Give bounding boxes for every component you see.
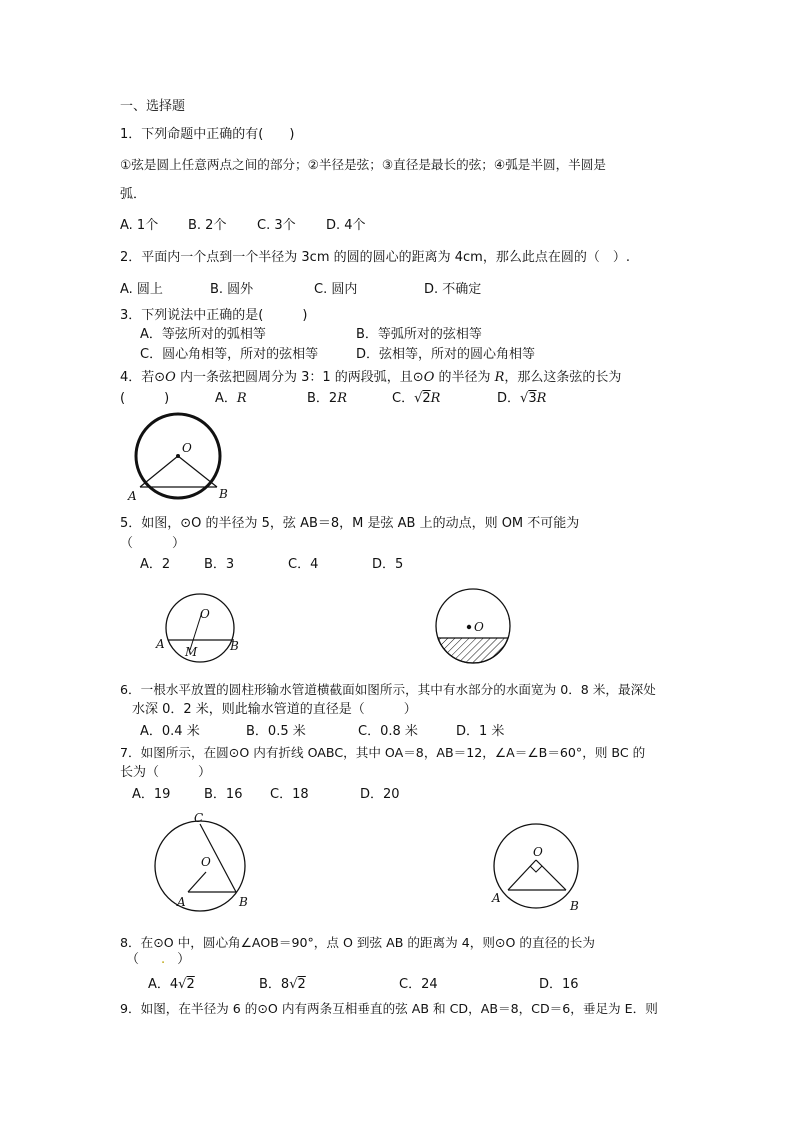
- q5-figure: [154, 590, 264, 670]
- q7-option-a: A．19: [132, 787, 171, 802]
- q5-stem: 5．如图，⊙O 的半径为 5，弦 AB＝8，M 是弦 AB 上的动点，则 OM 不可能为: [120, 516, 580, 531]
- q4-var-r: R: [494, 370, 505, 385]
- sqrt-icon: √: [178, 977, 187, 992]
- q8-paren-open: （: [126, 952, 140, 967]
- q5-label-b: B: [230, 639, 239, 653]
- q1-option-d: D. 4个: [326, 218, 366, 233]
- q6-option-b: B．0.5 米: [246, 724, 306, 739]
- q4-option-c: [392, 390, 440, 408]
- q9-line1: 9．如图，在半径为 6 的⊙O 内有两条互相垂直的弦 AB 和 CD，AB＝8，CD＝6，垂足为 E．则: [120, 1001, 658, 1016]
- q8-paren: [126, 951, 190, 969]
- q2-option-b: B. 圆外: [210, 282, 254, 297]
- q5-label-a: A: [156, 637, 165, 651]
- q8-label-b: B: [570, 899, 579, 913]
- q8-option-d: D．16: [539, 977, 579, 992]
- q5-label-m: M: [185, 645, 198, 659]
- section-title: 一、选择题: [120, 99, 186, 114]
- q2-option-d: D. 不确定: [424, 282, 482, 297]
- q6-line1: 6．一根水平放置的圆柱形输水管道横截面如图所示，其中有水部分的水面宽为 0．8 米，最深处: [120, 682, 656, 697]
- q8-label-o: O: [533, 845, 543, 859]
- q5-circle: [166, 594, 234, 662]
- q8-option-b: [259, 976, 306, 994]
- q5-paren: （ ）: [120, 536, 186, 551]
- q1-line3: 弧．: [120, 187, 147, 202]
- q5-label-o: O: [200, 607, 210, 621]
- q8-answer-dot: .: [161, 952, 166, 967]
- q8-option-b-label: B．8: [259, 977, 290, 992]
- q8-option-a: [148, 976, 195, 994]
- q4-center-dot: [176, 454, 180, 458]
- q4-option-d: [497, 390, 546, 408]
- q7-option-b: B．16: [204, 787, 243, 802]
- q6-option-a: A．0.4 米: [140, 724, 200, 739]
- q8-option-c: C．24: [399, 977, 438, 992]
- q6-figure: [432, 590, 522, 670]
- q3-option-b: B．等弧所对的弦相等: [356, 327, 482, 342]
- q2-option-a: A. 圆上: [120, 282, 163, 297]
- q4-paren: ( ): [120, 391, 170, 406]
- q4-option-d-var: R: [536, 391, 547, 406]
- sqrt-icon: √: [414, 391, 423, 406]
- q3-option-c: C．圆心角相等，所对的弦相等: [140, 347, 319, 362]
- q7-line2: 长为（ ）: [120, 765, 212, 780]
- q4-option-a-label: A．: [215, 391, 237, 406]
- q8-right-angle-mark: [530, 866, 542, 872]
- q6-center-dot: [467, 625, 471, 629]
- q5-option-a: A．2: [140, 557, 171, 572]
- q4-option-c-label: C．: [392, 391, 415, 406]
- q4-label-o: O: [182, 441, 192, 455]
- q8-option-a-label: A．4: [148, 977, 179, 992]
- q4-stem: [120, 369, 621, 387]
- q8-label-a: A: [492, 891, 501, 905]
- q4-option-c-var: R: [430, 391, 441, 406]
- q4-label-a: A: [128, 489, 137, 503]
- sqrt-icon: √: [289, 977, 298, 992]
- q7-option-d: D．20: [360, 787, 400, 802]
- q4-option-b: [307, 390, 347, 408]
- q4-radius-oa: [140, 456, 178, 487]
- q7-option-c: C．18: [270, 787, 309, 802]
- q8-radius-oa: [508, 860, 536, 890]
- q7-label-c: C: [194, 811, 204, 825]
- q3-stem: 3．下列说法中正确的是( ): [120, 308, 308, 323]
- q8-paren-close: ）: [177, 952, 191, 967]
- q6-option-d: D．1 米: [456, 724, 505, 739]
- q6-line2: 水深 0．2 米，则此输水管道的直径是（ ）: [132, 702, 417, 717]
- q4-option-a-value: R: [236, 391, 247, 406]
- q5-option-b: B．3: [204, 557, 235, 572]
- q4-label-b: B: [219, 487, 228, 501]
- q7-segment-oa: [188, 872, 206, 892]
- q3-option-d: D．弦相等，所对的圆心角相等: [356, 347, 536, 362]
- q4-stem-c: 的半径为: [434, 370, 495, 385]
- q7-label-b: B: [239, 895, 248, 909]
- q1-stem: 1．下列命题中正确的有( ): [120, 127, 295, 142]
- q4-option-d-radicand: 3: [528, 391, 537, 406]
- q4-option-d-label: D．: [497, 391, 521, 406]
- q1-option-b: B. 2个: [188, 218, 227, 233]
- q4-radius-ob: [178, 456, 217, 487]
- q2-option-c: C. 圆内: [314, 282, 358, 297]
- q5-option-c: C．4: [288, 557, 319, 572]
- q4-stem-a: 4．若⊙: [120, 370, 166, 385]
- q4-stem-b: 内一条弦把圆周分为 3：1 的两段弧，且⊙: [175, 370, 424, 385]
- q8-circle: [494, 824, 578, 908]
- q4-option-c-radicand: 2: [422, 391, 431, 406]
- q4-option-b-label: B．2: [307, 391, 338, 406]
- q8-option-b-radicand: 2: [297, 977, 306, 992]
- q8-line1: 8．在⊙O 中，圆心角∠AOB＝90°，点 O 到弦 AB 的距离为 4，则⊙O 的直径的长为: [120, 935, 595, 950]
- q8-radius-ob: [536, 860, 566, 890]
- q4-option-a: [215, 390, 247, 408]
- q4-option-b-value: R: [337, 391, 347, 406]
- q4-var-o1: O: [165, 370, 176, 385]
- q6-label-o: O: [474, 620, 484, 634]
- q7-label-o: O: [201, 855, 211, 869]
- q4-var-o2: O: [423, 370, 435, 385]
- q4-stem-d: ，那么这条弦的长为: [504, 370, 622, 385]
- q8-option-a-radicand: 2: [186, 977, 195, 992]
- q8-figure: [488, 818, 598, 918]
- q5-option-d: D．5: [372, 557, 404, 572]
- q7-line1: 7．如图所示，在圆⊙O 内有折线 OABC，其中 OA＝8，AB＝12，∠A＝∠B＝60°，则 BC 的: [120, 745, 646, 760]
- q1-line2: ①弦是圆上任意两点之间的部分；②半径是弦；③直径是最长的弦；④弧是半圆，半圆是: [120, 157, 606, 172]
- q7-label-a: A: [177, 895, 186, 909]
- sqrt-icon: √: [520, 391, 529, 406]
- q6-option-c: C．0.8 米: [358, 724, 418, 739]
- q3-option-a: A．等弦所对的弧相等: [140, 327, 266, 342]
- q2-stem: 2．平面内一个点到一个半径为 3cm 的圆的圆心的距离为 4cm，那么此点在圆的（ ）.: [120, 250, 630, 265]
- q7-circle: [155, 821, 245, 911]
- q1-option-c: C. 3个: [257, 218, 296, 233]
- q6-water-segment: [438, 638, 508, 663]
- q4-figure: [126, 410, 236, 510]
- q7-figure: [150, 810, 260, 920]
- q1-option-a: A. 1个: [120, 218, 159, 233]
